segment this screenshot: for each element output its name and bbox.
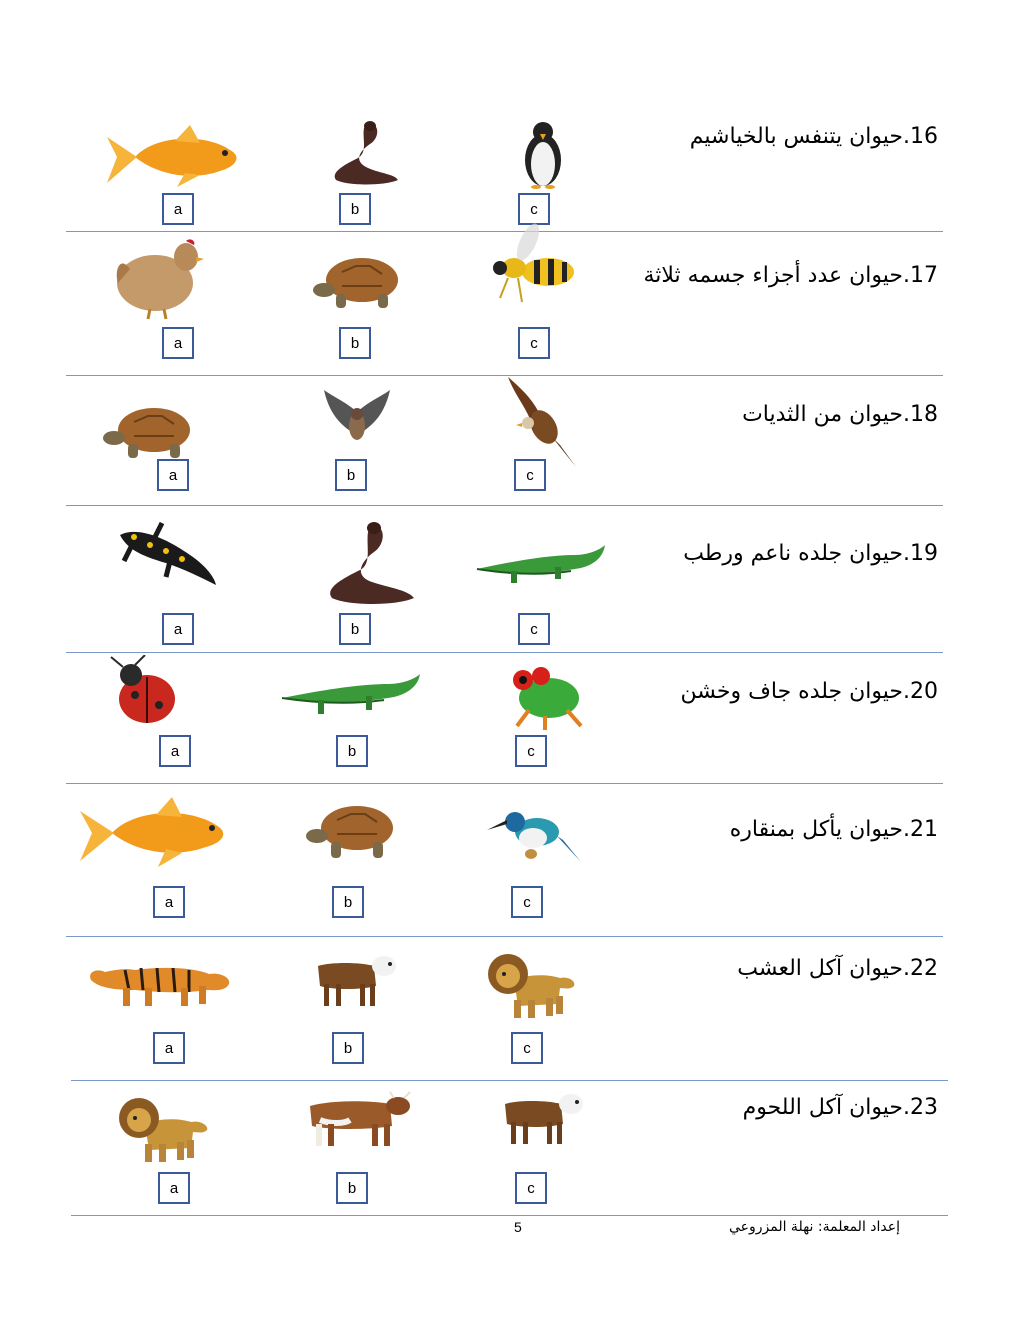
- penguin-icon: [518, 120, 568, 190]
- footer-divider: [71, 1215, 948, 1216]
- eagle-icon: [500, 375, 580, 470]
- option-b-box[interactable]: b: [339, 613, 371, 645]
- goat-icon: [310, 952, 400, 1010]
- footer-author: إعداد المعلمة: نهلة المزروعي: [728, 1219, 900, 1235]
- option-b-box[interactable]: b: [332, 1032, 364, 1064]
- question-21-text: 21.حيوان يأكل بمنقاره: [729, 817, 938, 842]
- lion-icon: [115, 1094, 213, 1166]
- option-c-box[interactable]: c: [514, 459, 546, 491]
- row-divider: [66, 652, 943, 653]
- row-divider: [66, 936, 943, 937]
- row-divider: [71, 1080, 948, 1081]
- ladybug-icon: [105, 655, 183, 727]
- question-20-text: 20.حيوان جلده جاف وخشن: [680, 679, 938, 704]
- goldfish-icon: [105, 125, 245, 190]
- wasp-icon: [478, 222, 583, 307]
- option-a-box[interactable]: a: [162, 327, 194, 359]
- option-c-box[interactable]: c: [518, 327, 550, 359]
- question-18-text: 18.حيوان من الثديات: [742, 402, 938, 427]
- option-b-box[interactable]: b: [336, 1172, 368, 1204]
- option-b-box[interactable]: b: [339, 193, 371, 225]
- tiger-icon: [85, 950, 233, 1012]
- question-17-text: 17.حيوان عدد أجزاء جسمه ثلاثة: [643, 263, 938, 288]
- option-c-box[interactable]: c: [518, 193, 550, 225]
- salamander-icon: [110, 515, 218, 590]
- question-16-text: 16.حيوان يتنفس بالخياشيم: [689, 124, 938, 149]
- option-a-box[interactable]: a: [157, 459, 189, 491]
- goat-icon: [497, 1090, 587, 1148]
- option-c-box[interactable]: c: [515, 735, 547, 767]
- snake-icon: [328, 118, 400, 188]
- row-divider: [66, 783, 943, 784]
- option-a-box[interactable]: a: [153, 1032, 185, 1064]
- option-b-box[interactable]: b: [335, 459, 367, 491]
- goldfish-icon: [78, 797, 233, 869]
- option-b-box[interactable]: b: [336, 735, 368, 767]
- option-c-box[interactable]: c: [511, 886, 543, 918]
- option-a-box[interactable]: a: [159, 735, 191, 767]
- lion-icon: [484, 950, 579, 1022]
- question-22-text: 22.حيوان آكل العشب: [737, 956, 938, 981]
- tortoise-icon: [312, 252, 412, 312]
- crocodile-icon: [475, 535, 607, 587]
- kingfisher-icon: [487, 800, 582, 865]
- option-c-box[interactable]: c: [515, 1172, 547, 1204]
- row-divider: [66, 505, 943, 506]
- option-a-box[interactable]: a: [162, 193, 194, 225]
- option-c-box[interactable]: c: [511, 1032, 543, 1064]
- snake-icon: [324, 520, 416, 608]
- question-23-text: 23.حيوان آكل اللحوم: [742, 1095, 938, 1120]
- option-c-box[interactable]: c: [518, 613, 550, 645]
- crocodile-icon: [280, 662, 422, 718]
- option-a-box[interactable]: a: [162, 613, 194, 645]
- cow-icon: [300, 1090, 415, 1150]
- option-a-box[interactable]: a: [153, 886, 185, 918]
- option-a-box[interactable]: a: [158, 1172, 190, 1204]
- option-b-box[interactable]: b: [339, 327, 371, 359]
- hen-icon: [110, 235, 205, 320]
- option-b-box[interactable]: b: [332, 886, 364, 918]
- tortoise-icon: [102, 402, 202, 462]
- page-number: 5: [514, 1219, 522, 1235]
- bat-icon: [322, 388, 392, 446]
- tree-frog-icon: [505, 660, 590, 732]
- question-19-text: 19.حيوان جلده ناعم ورطب: [683, 541, 938, 566]
- tortoise-icon: [305, 800, 405, 862]
